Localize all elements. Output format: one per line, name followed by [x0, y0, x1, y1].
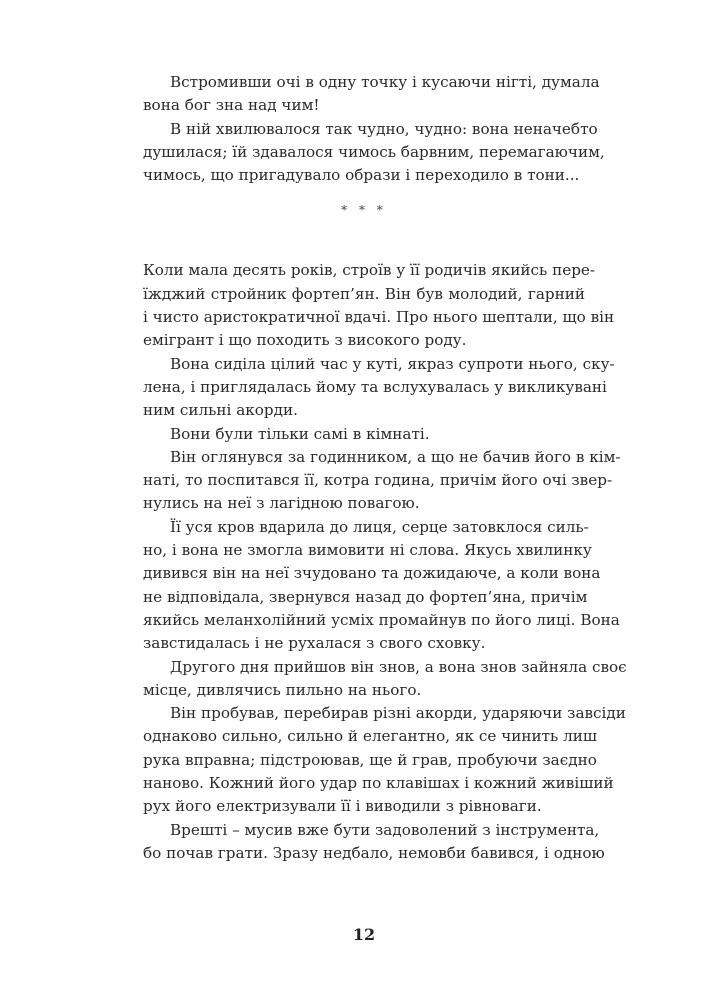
text-line: Її уся кров вдарила до лиця, серце затовклося силь- — [170, 517, 589, 536]
text-line: Коли мала десять років, строїв у її родичів якийсь пере- — [143, 261, 596, 280]
page-body — [143, 71, 627, 865]
text-line: їжджий стройник фортеп’ян. Він був молодий, гарний — [143, 284, 585, 303]
text-line: і чисто аристократичної вдачі. Про нього шептали, що він — [143, 308, 615, 327]
text-line: Вони були тільки самі в кімнаті. — [170, 424, 430, 443]
text-line: вона бог зна над чим! — [143, 96, 320, 115]
paragraph — [143, 71, 600, 118]
text-line: завстидалась і не рухалася з свого сховку. — [143, 634, 486, 653]
paragraph — [143, 259, 615, 352]
section-separator: * * * — [341, 203, 387, 218]
text-line: наново. Кожний його удар по клавішах і кожний живіший — [143, 774, 614, 793]
text-line: лена, і приглядалась йому та вслухувалась у викликувані — [143, 377, 607, 396]
text-line: но, і вона не змогла вимовити ні слова. Якусь хвилинку — [143, 541, 592, 560]
text-line: дивився він на неї зчудовано та дожидаюче, а коли вона — [143, 564, 601, 583]
text-line: Врешті – мусив вже бути задоволений з інструмента, — [170, 820, 600, 839]
text-line: чимось, що пригадувало образи і переходило в тони... — [143, 166, 580, 185]
text-line: В ній хвилювалося так чудно, чудно: вона неначебто — [170, 119, 598, 138]
text-line: емігрант і що походить з високого роду. — [143, 331, 467, 350]
text-line: Він оглянувся за годинником, а що не бачив його в кім- — [170, 447, 621, 466]
paragraph — [143, 702, 626, 818]
paragraph — [143, 353, 615, 423]
text-line: якийсь меланхолійний усміх промайнув по його лиці. Вона — [143, 610, 620, 629]
page-number: 12 — [352, 925, 376, 944]
text-line: нулись на неї з лагідною повагою. — [143, 494, 420, 513]
text-line: Він пробував, перебирав різні акорди, ударяючи завсіди — [170, 704, 626, 723]
text-line: бо почав грати. Зразу недбало, немовби бавився, і одною — [143, 843, 605, 862]
text-line: ним сильні акорди. — [143, 401, 298, 420]
paragraph — [143, 819, 605, 866]
text-line: рука вправна; підстроював, ще й грав, пробуючи заєдно — [143, 750, 597, 769]
paragraph — [143, 516, 620, 656]
paragraph — [143, 656, 627, 703]
text-line: Вона сиділа цілий час у куті, якраз супроти нього, ску- — [170, 354, 615, 373]
text-line: не відповідала, звернувся назад до фортеп’яна, причім — [143, 587, 588, 606]
text-line: однаково сильно, сильно й елегантно, як се чинить лиш — [143, 727, 597, 746]
text-line: Другого дня прийшов він знов, а вона знов зайняла своє — [170, 657, 627, 676]
paragraph — [143, 423, 585, 446]
paragraph — [143, 446, 621, 516]
paragraph — [143, 118, 605, 188]
text-line: Встромивши очі в одну точку і кусаючи нігті, думала — [170, 73, 600, 91]
text-line: душилася; їй здавалося чимось барвним, перемагаючим, — [143, 142, 605, 161]
text-line: наті, то поспитався її, котра година, причім його очі звер- — [143, 471, 613, 490]
text-line: місце, дивлячись пильно на нього. — [143, 680, 422, 699]
text-line: рух його електризували її і виводили з рівноваги. — [143, 797, 542, 816]
